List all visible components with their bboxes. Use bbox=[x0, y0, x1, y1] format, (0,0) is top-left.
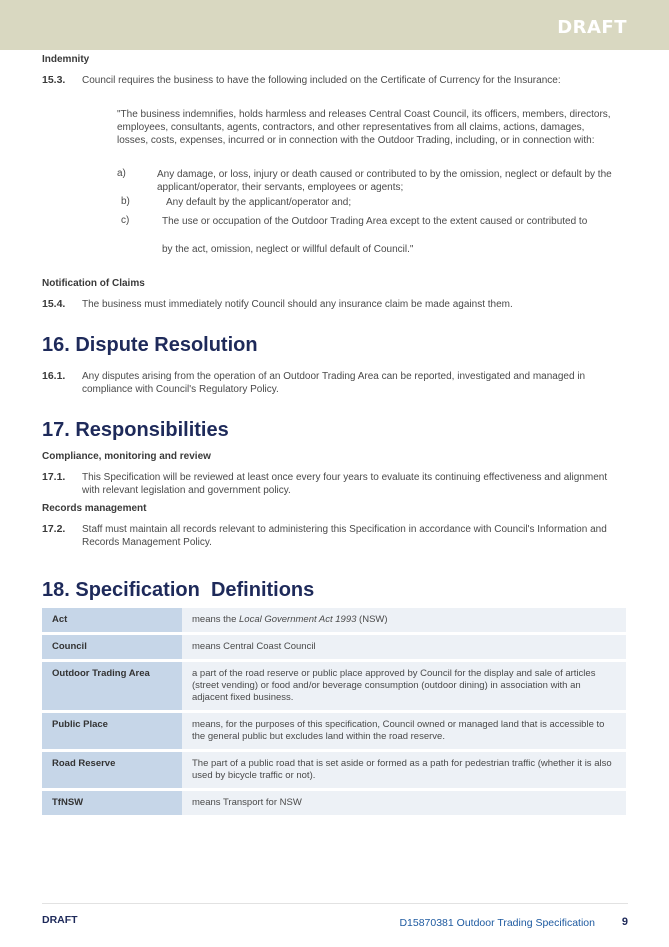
clause-number: 15.4. bbox=[42, 298, 66, 310]
list-item: Any default by the applicant/operator and; bbox=[166, 197, 352, 208]
definition-text: The part of a public road that is set aside or formed as a path for pedestrian traffic (whether it is also used by bicycle traffic or not). bbox=[182, 752, 626, 788]
clause-number: 16.1. bbox=[42, 370, 66, 382]
definition-term: Outdoor Trading Area bbox=[42, 662, 182, 710]
clause-text: Staff must maintain all records relevant to administering this Specification in accordance with Council's Information and Records Management Policy. bbox=[82, 524, 607, 548]
indemnity-heading: Indemnity bbox=[42, 54, 90, 65]
footer-draft-label: DRAFT bbox=[42, 914, 78, 926]
list-marker: b) bbox=[121, 196, 130, 207]
clause-number: 17.1. bbox=[42, 471, 66, 483]
list-item: The use or occupation of the Outdoor Trading Area except to the extent caused or contributed to bbox=[162, 216, 588, 227]
definition-term: Act bbox=[42, 608, 182, 632]
clause-number: 15.3. bbox=[42, 74, 66, 86]
section-heading: 18. Specification Definitions bbox=[42, 579, 315, 601]
clause-text: Any disputes arising from the operation of an Outdoor Trading Area can be reported, investigated and managed in compliance with Council's Regulatory Policy. bbox=[82, 371, 586, 395]
clause-text: The business must immediately notify Council should any insurance claim be made against them. bbox=[82, 299, 513, 310]
footer-divider bbox=[42, 903, 628, 904]
table-row bbox=[42, 608, 626, 632]
definitions-table bbox=[42, 605, 626, 818]
clause-number: 17.2. bbox=[42, 523, 66, 535]
list-marker: a) bbox=[117, 168, 126, 179]
list-marker: c) bbox=[121, 215, 130, 226]
list-item: Any damage, or loss, injury or death caused or contributed to by the omission, neglect or default by the applicant/operator, their servants, employees or agents; bbox=[157, 169, 612, 193]
clause-text: This Specification will be reviewed at least once every four years to evaluate its continuing effectiveness and alignment with relevant legislation and government policy. bbox=[82, 472, 608, 496]
subheading: Compliance, monitoring and review bbox=[42, 451, 211, 462]
definition-text: a part of the road reserve or public place approved by Council for the display and sale of articles (street vending) or food and/or beverage consumption (outdoor dining) in association with an adjacent fixed business. bbox=[182, 662, 626, 710]
draft-watermark: DRAFT bbox=[557, 17, 627, 38]
definition-text: means Central Coast Council bbox=[182, 635, 626, 659]
claims-heading: Notification of Claims bbox=[42, 278, 145, 289]
page-number: 9 bbox=[621, 916, 628, 928]
clause-text: Council requires the business to have the following included on the Certificate of Currency for the Insurance: bbox=[82, 75, 561, 86]
table-row bbox=[42, 662, 626, 710]
definition-text: means Transport for NSW bbox=[182, 791, 626, 815]
table-row bbox=[42, 713, 626, 749]
footer-document-reference: D15870381 Outdoor Trading Specification bbox=[399, 917, 595, 929]
list-item-continuation: by the act, omission, neglect or willful default of Council." bbox=[162, 244, 414, 255]
definition-term: Road Reserve bbox=[42, 752, 182, 788]
definition-term: Public Place bbox=[42, 713, 182, 749]
table-row bbox=[42, 791, 626, 815]
definition-text: means the Local Government Act 1993 (NSW) bbox=[182, 608, 626, 632]
subheading: Records management bbox=[42, 503, 147, 514]
indemnity-quote: "The business indemnifies, holds harmless and releases Central Coast Council, its officers, members, directors, employees, consultants, agents, contractors, and other representatives from all claims, actions, damages, losses, costs, expenses, incurred or in connection with the Outdoor Trading, including, or in connection with: bbox=[117, 109, 611, 146]
definition-term: Council bbox=[42, 635, 182, 659]
definition-term: TfNSW bbox=[42, 791, 182, 815]
table-row bbox=[42, 752, 626, 788]
section-heading: 17. Responsibilities bbox=[42, 419, 229, 441]
section-heading: 16. Dispute Resolution bbox=[42, 334, 258, 356]
table-row bbox=[42, 635, 626, 659]
definition-text: means, for the purposes of this specification, Council owned or managed land that is accessible to the general public but excludes land within the road reserve. bbox=[182, 713, 626, 749]
